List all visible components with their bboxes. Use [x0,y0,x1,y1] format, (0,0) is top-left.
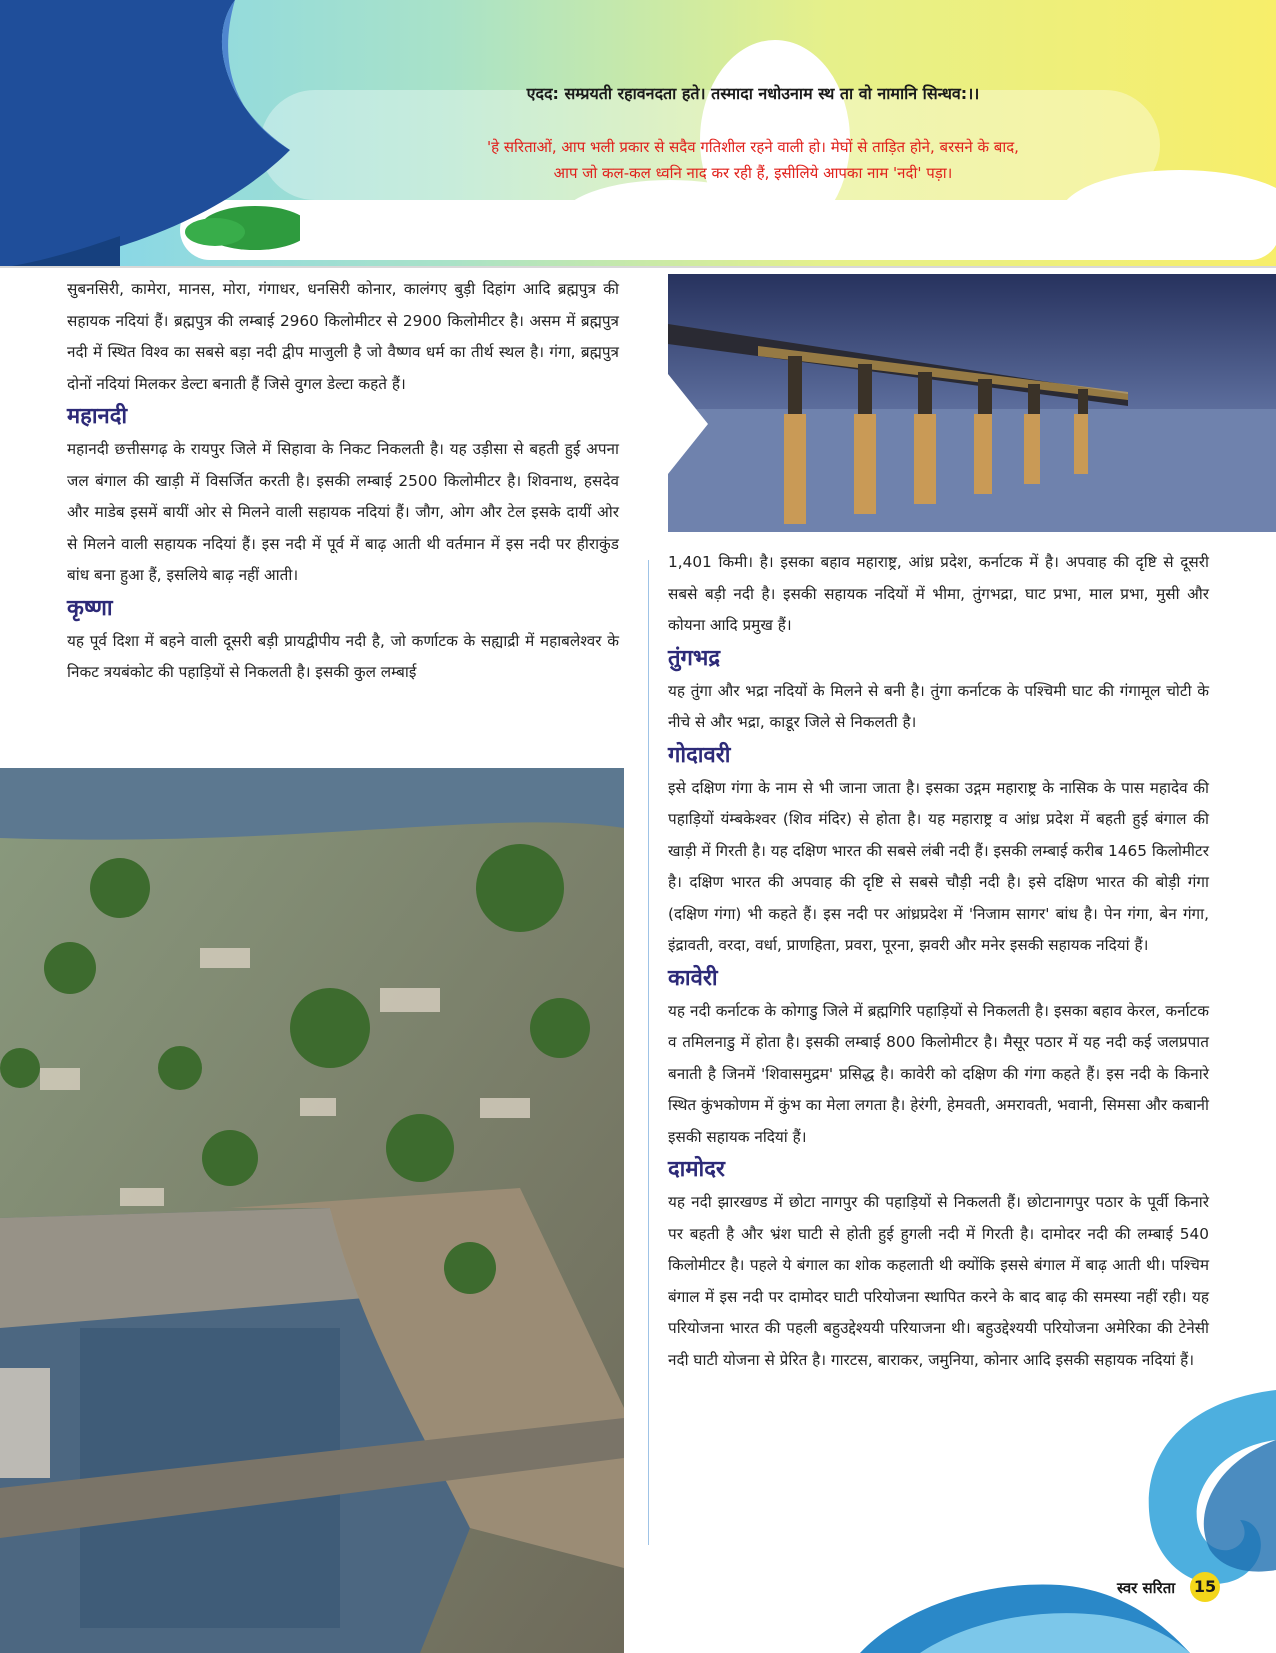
page-number: 15 [1190,1572,1220,1602]
section-heading-damodar: दामोदर [668,1157,725,1182]
brahmaputra-paragraph: सुबनसिरी, कामेरा, मानस, मोरा, गंगाधर, धनसिरी कोनार, कालंगए बुड़ी दिहांग आदि ब्रह्मपुत्र की सहायक नदियां हैं। ब्रह्मपुत्र की लम्बाई 2960 किलोमीटर से 2900 किलोमीटर है। असम में ब्रह्मपुत्र नदी में स्थित विश्व का सबसे बड़ा नदी द्वीप माजुली है जो वैष्णव धर्म का तीर्थ स्थल है। गंगा, ब्रह्मपुत्र दोनों नदियां मिलकर डेल्टा बनाती हैं जिसे वुगल डेल्टा कहते हैं। [67,280,619,393]
mahanadi-paragraph: महानदी छत्तीसगढ़ के रायपुर जिले में सिहावा के निकट निकलती है। यह उड़ीसा से बहती हुई अपना जल बंगाल की खाड़ी में विसर्जित करती है। इसकी लम्बाई 2500 किलोमीटर है। शिवनाथ, हसदेव और माडेब इसमें बायीं ओर से मिलने वाली सहायक नदियां हैं। जौग, ओग और टेल इसके दायीं ओर से मिलने वाली सहायक नदियां हैं। इस नदी में पूर्व में बाढ़ आती थी वर्तमान में इस नदी पर हीराकुंड बांध बना हुआ हैं, इसलिये बाढ़ नहीं आती। [67,440,619,584]
sanskrit-verse: एदद: सम्प्रयती रहावनदता हते। तस्मादा नधोउनाम स्थ ता वो नामानि सिन्धव:।। [526,84,980,103]
bridge-night-photo [668,274,1276,532]
damodar-paragraph: यह नदी झारखण्ड में छोटा नागपुर की पहाड़ियों से निकलती हैं। छोटानागपुर पठार के पूर्वी किनारे पर बहती है और भ्रंश घाटी से होती हुई हुगली नदी में गिरती है। दामोदर नदी की लम्बाई 540 किलोमीटर है। पहले ये बंगाल का शोक कहलाती थी क्योंकि इससे बंगाल में बाढ़ आती थी। पश्चिम बंगाल में इस नदी पर दामोदर घाटी परियोजना स्थापित करने के बाद बाढ़ की समस्या नहीं रही। यह परियोजना भारत की पहली बहुउद्देश्ययी परियाजना थी। बहुउद्देश्ययी परियोजना अमेरिका की टेनेसी नदी घाटी योजना से प्रेरित है। गारटस, बाराकर, जमुनिया, कोनार आदि इसकी सहायक नदियां हैं। [668,1193,1209,1369]
translation-line: आप जो कल-कल ध्वनि नाद कर रही हैं, इसीलिये आपका नाम 'नदी' पड़ा। [553,164,953,182]
magazine-name: स्वर सरिता [1117,1579,1176,1597]
godavari-paragraph: इसे दक्षिण गंगा के नाम से भी जाना जाता है। इसका उद्गम महाराष्ट्र के नासिक के पास महादेव की पहाड़ियों यंम्बकेश्वर (शिव मंदिर) से होता है। यह महाराष्ट्र व आंध्र प्रदेश में बहती हुई बंगाल की खाड़ी में गिरती है। यह दक्षिण भारत की सबसे लंबी नदी हैं। इसकी लम्बाई करीब 1465 किलोमीटर है। दक्षिण भारत की अपवाह की दृष्टि से सबसे चौड़ी नदी है। इसे दक्षिण भारत की बोड़ी गंगा (दक्षिण गंगा) भी कहते हैं। इस नदी पर आंध्रप्रदेश में 'निजाम सागर' बांध है। पेन गंगा, बेन गंगा, इंद्रावती, वरदा, वर्धा, प्राणहिता, प्रवरा, पूरना, झवरी और मनेर इसकी सहायक नदियां हैं। [668,778,1209,954]
right-column [668,547,1209,1376]
section-heading-kaveri: कावेरी [668,965,718,991]
section-heading-krishna: कृष्णा [67,595,113,621]
aerial-ghat-photo [0,768,624,1653]
krishna-continued-paragraph: 1,401 किमी। है। इसका बहाव महाराष्ट्र, आंध्र प्रदेश, कर्नाटक में है। अपवाह की दृष्टि से दूसरी सबसे बड़ी नदी है। इसकी सहायक नदियों में भीमा, तुंगभद्रा, घाट प्रभा, माल प्रभा, मुसी और कोयना आदि प्रमुख हैं। [668,553,1209,634]
section-heading-mahanadi: महानदी [67,404,128,429]
page-curl-graphic [0,0,300,268]
wave-graphic [860,1380,1276,1653]
verse-translation [230,134,1276,186]
translation-line: 'हे सरिताओं, आप भली प्रकार से सदैव गतिशील रहने वाली हो। मेघों से ताड़ित होने, बरसने के बाद, [487,138,1019,156]
left-column [67,274,619,689]
section-heading-godavari: गोदावरी [668,742,731,768]
section-heading-tungabhadra: तुंगभद्र [668,645,721,671]
tungabhadra-paragraph: यह तुंगा और भद्रा नदियों के मिलने से बनी है। तुंगा कर्नाटक के पश्चिमी घाट की गंगामूल चोटी के नीचे से और भद्रा, काडूर जिले से निकलती है। [668,681,1209,731]
header-divider [0,266,1276,268]
column-divider [648,560,649,1545]
header-banner [0,0,1276,268]
krishna-paragraph: यह पूर्व दिशा में बहने वाली दूसरी बड़ी प्रायद्वीपीय नदी है, जो कर्णाटक के सह्याद्री में महाबलेश्वर के निकट त्रयबंकोट की पहाड़ियों से निकलती है। इसकी कुल लम्बाई [67,631,619,681]
kaveri-paragraph: यह नदी कर्नाटक के कोगाडु जिले में ब्रह्मगिरि पहाड़ियों से निकलती है। इसका बहाव केरल, कर्नाटक व तमिलनाडु में होता है। इसकी लम्बाई 800 किलोमीटर है। मैसूर पठार में यह नदी कई जलप्रपात बनाती है जिनमें 'शिवासमुद्रम' प्रसिद्ध है। कावेरी को दक्षिण की गंगा कहते हैं। इस नदी के किनारे स्थित कुंभकोणम में कुंभ का मेला लगता है। हेरंगी, हेमवती, अमरावती, भवानी, सिमसा और कबानी इसकी सहायक नदियां हैं। [668,1001,1209,1146]
